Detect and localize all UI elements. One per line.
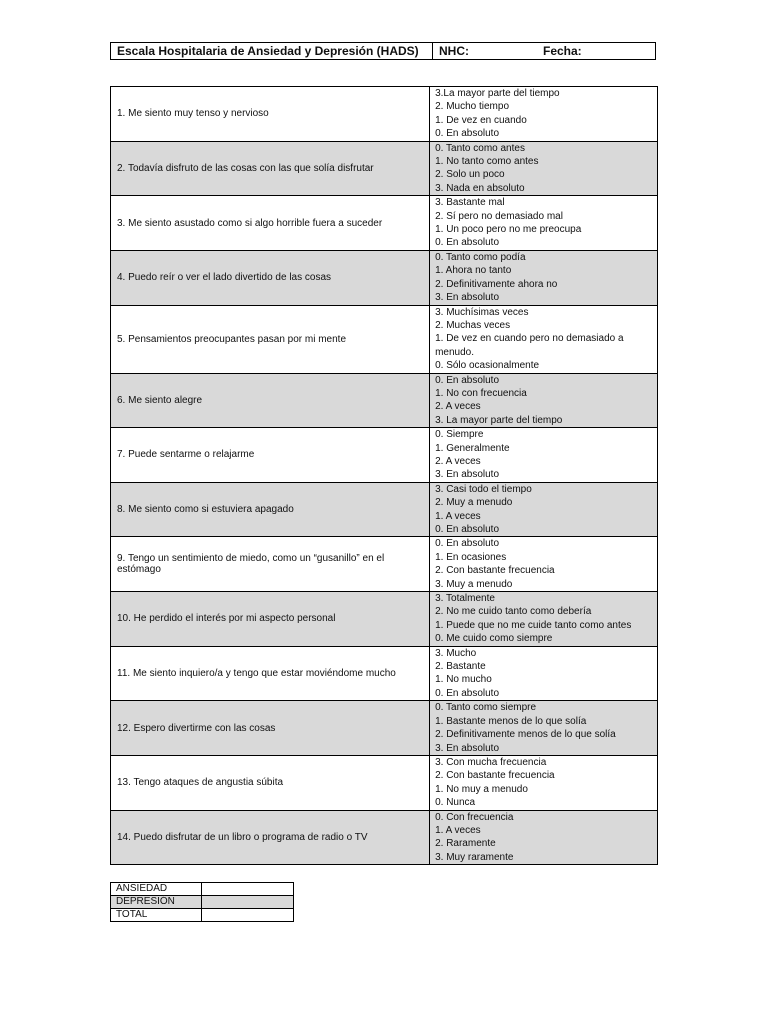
answer-option[interactable]: 2. Mucho tiempo bbox=[435, 101, 510, 113]
answer-option[interactable]: 2. Con bastante frecuencia bbox=[435, 565, 555, 577]
answer-option[interactable]: 0. Tanto como antes bbox=[435, 142, 525, 154]
answer-option[interactable]: 1. Ahora no tanto bbox=[435, 265, 512, 277]
answer-option[interactable]: 2. Bastante bbox=[435, 661, 486, 673]
answer-options bbox=[430, 428, 658, 483]
score-row-depresion bbox=[111, 896, 294, 909]
question-text: 7. Puede sentarme o relajarme bbox=[111, 428, 430, 483]
answer-option[interactable]: 0. En absoluto bbox=[435, 128, 500, 140]
answer-option[interactable]: 2. Solo un poco bbox=[435, 169, 505, 181]
answer-option[interactable]: 0. Con frecuencia bbox=[435, 811, 514, 823]
answer-options bbox=[430, 755, 658, 810]
answer-option[interactable]: 2. Muchas veces bbox=[435, 319, 511, 331]
answer-option[interactable]: 3. Muchísimas veces bbox=[435, 306, 529, 318]
question-row bbox=[111, 250, 658, 305]
total-score-cell[interactable] bbox=[202, 909, 294, 922]
question-row bbox=[111, 592, 658, 647]
answer-option[interactable]: 0. En absoluto bbox=[435, 524, 500, 535]
answer-option[interactable]: 2. Muy a menudo bbox=[435, 497, 513, 509]
score-row-ansiedad bbox=[111, 883, 294, 896]
question-text: 2. Todavía disfruto de las cosas con las que solía disfrutar bbox=[111, 141, 430, 196]
answer-options bbox=[430, 141, 658, 196]
question-text: 4. Puedo reír o ver el lado divertido de las cosas bbox=[111, 250, 430, 305]
answer-option[interactable]: 0. En absoluto bbox=[435, 374, 500, 386]
answer-option[interactable]: 2. Raramente bbox=[435, 838, 496, 850]
answer-option[interactable]: 0. Nunca bbox=[435, 797, 476, 809]
question-text: 11. Me siento inquiero/a y tengo que estar moviéndome mucho bbox=[111, 646, 430, 701]
answer-options bbox=[430, 87, 658, 142]
question-row bbox=[111, 196, 658, 251]
answer-options bbox=[430, 701, 658, 756]
ansiedad-score-cell[interactable] bbox=[202, 883, 294, 896]
answer-option[interactable]: 2. A veces bbox=[435, 401, 481, 413]
answer-option[interactable]: 3. Totalmente bbox=[435, 593, 495, 605]
answer-option[interactable]: 3. En absoluto bbox=[435, 742, 500, 754]
answer-option[interactable]: 1. Generalmente bbox=[435, 442, 510, 454]
answer-option[interactable]: 1. No muy a menudo bbox=[435, 783, 528, 795]
answer-option[interactable]: 3. Mucho bbox=[435, 647, 477, 659]
answer-options bbox=[430, 537, 658, 592]
answer-option[interactable]: 2. Definitivamente ahora no bbox=[435, 278, 558, 290]
question-text: 10. He perdido el interés por mi aspecto personal bbox=[111, 592, 430, 647]
question-row bbox=[111, 373, 658, 428]
answer-option[interactable]: 3. Muy raramente bbox=[435, 851, 514, 863]
answer-options bbox=[430, 373, 658, 428]
answer-option[interactable]: 0. En absoluto bbox=[435, 237, 500, 249]
answer-option[interactable]: 1. A veces bbox=[435, 824, 481, 836]
question-row bbox=[111, 701, 658, 756]
answer-options bbox=[430, 305, 658, 373]
answer-option[interactable]: 3. Con mucha frecuencia bbox=[435, 756, 547, 768]
answer-option[interactable]: 1. No mucho bbox=[435, 674, 492, 686]
answer-options bbox=[430, 482, 658, 537]
question-text: 14. Puedo disfrutar de un libro o programa de radio o TV bbox=[111, 810, 430, 865]
form-header bbox=[110, 42, 656, 60]
question-text: 6. Me siento alegre bbox=[111, 373, 430, 428]
answer-option[interactable]: 0. En absoluto bbox=[435, 687, 500, 699]
question-row bbox=[111, 646, 658, 701]
form-title: Escala Hospitalaria de Ansiedad y Depresión (HADS) bbox=[111, 43, 433, 59]
nhc-field[interactable]: NHC: bbox=[439, 44, 469, 58]
score-table bbox=[110, 882, 294, 922]
question-text: 3. Me siento asustado como si algo horrible fuera a suceder bbox=[111, 196, 430, 251]
answer-option[interactable]: 0. Tanto como siempre bbox=[435, 702, 537, 714]
score-row-total bbox=[111, 909, 294, 922]
answer-option[interactable]: 1. Bastante menos de lo que solía bbox=[435, 715, 587, 727]
question-text: 12. Espero divertirme con las cosas bbox=[111, 701, 430, 756]
answer-option[interactable]: 3. Nada en absoluto bbox=[435, 182, 525, 194]
question-row bbox=[111, 482, 658, 537]
question-row bbox=[111, 755, 658, 810]
question-text: 5. Pensamientos preocupantes pasan por mi mente bbox=[111, 305, 430, 373]
answer-option[interactable]: 1. A veces bbox=[435, 510, 481, 522]
answer-option[interactable]: 3. Bastante mal bbox=[435, 197, 505, 209]
fecha-field[interactable]: Fecha: bbox=[543, 44, 582, 58]
question-row bbox=[111, 810, 658, 865]
answer-options bbox=[430, 646, 658, 701]
answer-options bbox=[430, 196, 658, 251]
answer-option[interactable]: 1. Puede que no me cuide tanto como antes bbox=[435, 619, 632, 631]
answer-option[interactable]: 1. Un poco pero no me preocupa bbox=[435, 224, 582, 236]
question-text: 1. Me siento muy tenso y nervioso bbox=[111, 87, 430, 142]
answer-option[interactable]: 3. Muy a menudo bbox=[435, 578, 513, 590]
answer-option[interactable]: 3. En absoluto bbox=[435, 292, 500, 304]
question-text: 9. Tengo un sentimiento de miedo, como un “gusanillo” en el estómago bbox=[111, 537, 430, 592]
answer-options bbox=[430, 250, 658, 305]
answer-option[interactable]: 3.La mayor parte del tiempo bbox=[435, 88, 560, 99]
question-text: 13. Tengo ataques de angustia súbita bbox=[111, 755, 430, 810]
answer-option[interactable]: 3. Casi todo el tiempo bbox=[435, 483, 532, 495]
depresion-score-cell[interactable] bbox=[202, 896, 294, 909]
question-text: 8. Me siento como si estuviera apagado bbox=[111, 482, 430, 537]
answer-option[interactable]: 0. Siempre bbox=[435, 429, 484, 441]
answer-option[interactable]: 2. Sí pero no demasiado mal bbox=[435, 210, 563, 222]
question-row bbox=[111, 537, 658, 592]
answer-option[interactable]: 2. A veces bbox=[435, 455, 481, 467]
answer-option[interactable]: 0. Tanto como podía bbox=[435, 251, 526, 263]
answer-option[interactable]: 2. Definitivamente menos de lo que solía bbox=[435, 729, 616, 741]
question-row bbox=[111, 428, 658, 483]
answer-option[interactable]: 2. No me cuido tanto como debería bbox=[435, 606, 592, 618]
answer-option[interactable]: 2. Con bastante frecuencia bbox=[435, 770, 555, 782]
answer-option[interactable]: 0. Sólo ocasionalmente bbox=[435, 360, 540, 372]
depresion-label: DEPRESIÓN bbox=[111, 896, 202, 909]
answer-option[interactable]: 0. Me cuido como siempre bbox=[435, 633, 553, 645]
answer-option[interactable]: 1. En ocasiones bbox=[435, 551, 507, 563]
total-label: TOTAL bbox=[111, 909, 202, 922]
hads-questionnaire-table bbox=[110, 86, 658, 865]
answer-options bbox=[430, 810, 658, 865]
answer-options bbox=[430, 592, 658, 647]
answer-option[interactable]: 1. De vez en cuando pero no demasiado a menudo. bbox=[435, 333, 624, 358]
answer-option[interactable]: 0. En absoluto bbox=[435, 538, 500, 550]
ansiedad-label: ANSIEDAD bbox=[111, 883, 202, 896]
question-row bbox=[111, 305, 658, 373]
question-row bbox=[111, 87, 658, 142]
question-row bbox=[111, 141, 658, 196]
answer-option[interactable]: 1. No con frecuencia bbox=[435, 387, 527, 399]
answer-option[interactable]: 3. La mayor parte del tiempo bbox=[435, 414, 563, 426]
answer-option[interactable]: 1. No tanto como antes bbox=[435, 156, 539, 168]
answer-option[interactable]: 1. De vez en cuando bbox=[435, 114, 527, 126]
answer-option[interactable]: 3. En absoluto bbox=[435, 469, 500, 481]
